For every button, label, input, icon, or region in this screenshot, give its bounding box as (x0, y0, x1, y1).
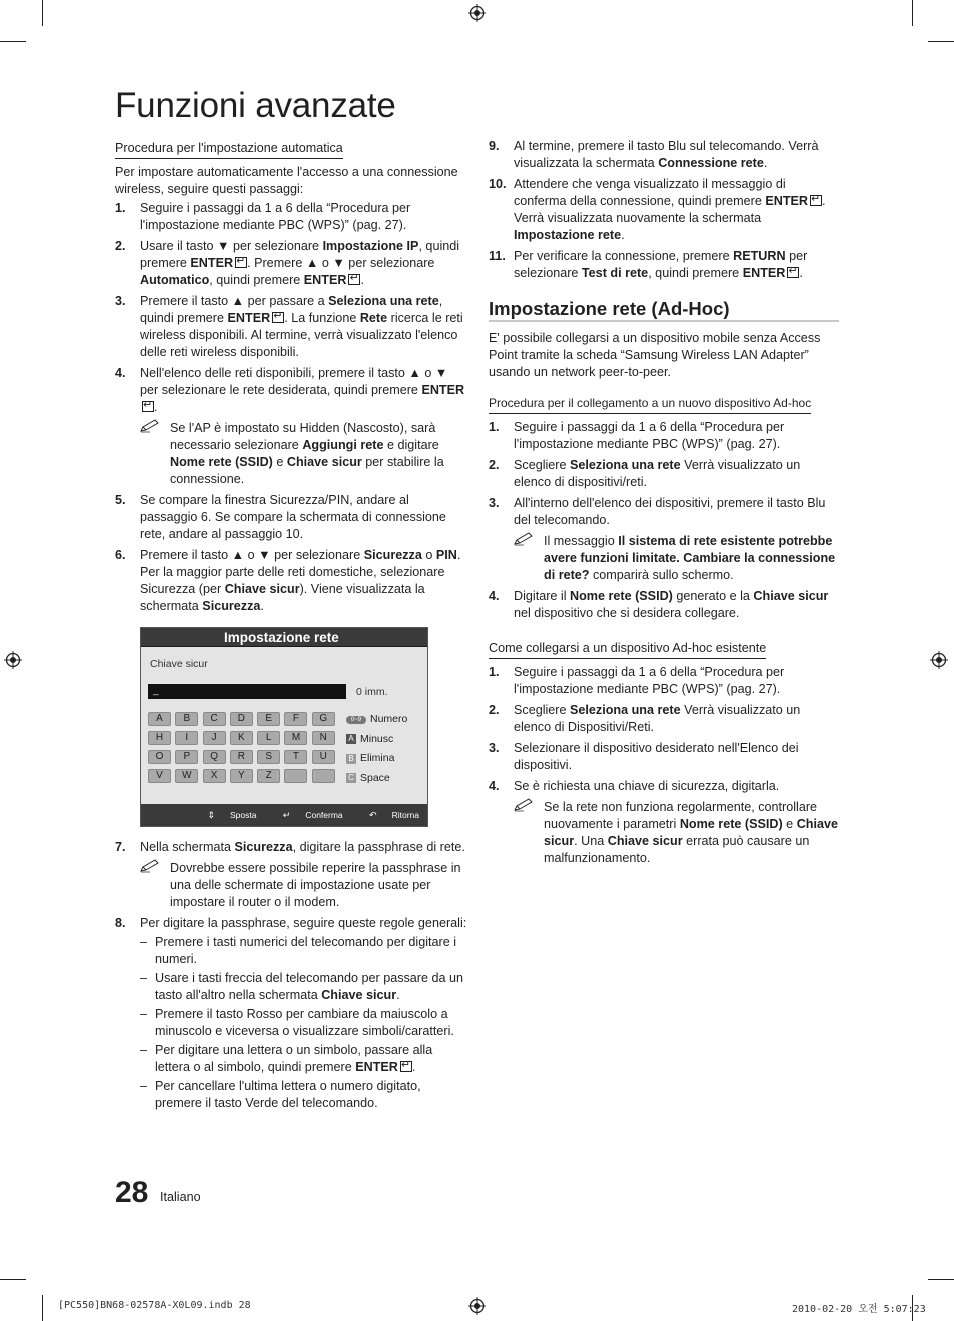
keyboard-key[interactable]: D (230, 712, 253, 726)
keyboard-options (346, 710, 407, 788)
list-item (489, 176, 839, 244)
list-item (489, 419, 839, 453)
step-text: Se compare la finestra Sicurezza/PIN, andare al passaggio 6. Se compare la schermata di connessione rete, andare al passaggio 10. (140, 493, 446, 541)
step-text: Seguire i passaggi da 1 a 6 della “Procedura per l'impostazione mediante PBC (WPS)” (pag. 27). (514, 420, 785, 451)
step-number: 3. (489, 741, 500, 755)
enter-icon (348, 274, 360, 285)
keyboard-option[interactable] (346, 730, 407, 750)
list-item (489, 588, 839, 622)
crop-mark (42, 1295, 43, 1321)
step-text: Per verificare la connessione, premere RETURN per selezionare Test di rete, quindi premere ENTER↵ . (514, 248, 839, 282)
keyboard-key[interactable]: V (148, 769, 171, 783)
move-hint: ⇕ Sposta (195, 810, 256, 820)
crop-mark (0, 1279, 26, 1280)
step-number: 10. (489, 177, 507, 191)
sub-heading-automatic-setup: Procedura per l'impostazione automatica (115, 140, 343, 159)
step-number: 11. (489, 249, 506, 263)
left-column (115, 138, 467, 1116)
color-button-icon: B (346, 754, 356, 764)
crop-mark (42, 0, 43, 26)
color-button-icon: A (346, 734, 356, 744)
section-heading-adhoc: Impostazione rete (Ad-Hoc) (489, 300, 839, 322)
dash-item: – Premere il tasto Rosso per cambiare da maiuscolo a minuscolo e viceversa o visualizzare simboli/caratteri. (140, 1006, 467, 1040)
list-item (489, 740, 839, 774)
step-text: Scegliere Seleziona una rete Verrà visualizzato un elenco di dispositivi/reti. (514, 458, 801, 489)
list-item (489, 495, 839, 584)
keyboard-key[interactable]: W (175, 769, 198, 783)
keyboard-option[interactable] (346, 749, 407, 769)
section-intro: E' possibile collegarsi a un dispositivo mobile senza Access Point tramite la scheda “Samsung Wireless LAN Adapter” usando un network peer-to-peer. (489, 331, 821, 379)
step-number: 1. (489, 665, 500, 679)
network-setup-screen (140, 627, 428, 827)
note (514, 799, 839, 867)
list-item (489, 702, 839, 736)
step-number: 7. (115, 840, 126, 854)
step-text: Premere il tasto ▲ per passare a Seleziona una rete, quindi premere ENTER↵ . La funzione Rete ricerca le reti wireless disponibili. Al termine, verrà visualizzato l'elenco delle reti wireless disponibili. (140, 293, 467, 361)
crop-mark (928, 1279, 954, 1280)
keyboard-key[interactable]: P (175, 750, 198, 764)
keyboard-key[interactable]: G (312, 712, 335, 726)
dash-item: – Premere i tasti numerici del telecomando per digitare i numeri. (140, 934, 467, 968)
note (514, 533, 839, 584)
list-item (489, 778, 839, 867)
input-counter: 0 imm. (356, 686, 388, 698)
registration-mark-icon (468, 4, 486, 22)
print-slug-file: [PC550]BN68-02578A-X0L09.indb 28 (58, 1300, 251, 1311)
step-text: Per digitare la passphrase, seguire queste regole generali: (140, 916, 467, 930)
keyboard-key[interactable]: X (203, 769, 226, 783)
confirm-hint: ↵ Conferma (271, 810, 343, 820)
keyboard-key[interactable]: R (230, 750, 253, 764)
list-item (115, 365, 467, 488)
step-text: Digitare il Nome rete (SSID) generato e la Chiave sicur nel dispositivo che si desidera collegare. (514, 589, 829, 620)
keyboard-key[interactable]: Z (257, 769, 280, 783)
crop-mark (0, 41, 26, 42)
option-label: Minusc (360, 732, 394, 745)
note-text: Se la rete non funziona regolarmente, controllare nuovamente i parametri Nome rete (SSID) e Chiave sicur. Una Chiave sicur errata può causare un malfunzionamento. (544, 800, 839, 865)
crop-mark (928, 41, 954, 42)
enter-icon (142, 401, 154, 412)
step-number: 8. (115, 916, 126, 930)
dash-item: – Per cancellare l'ultima lettera o numero digitato, premere il tasto Verde del telecomando. (140, 1078, 467, 1112)
step-number: 3. (115, 294, 126, 308)
note-pencil-icon (514, 532, 534, 546)
registration-mark-icon (468, 1297, 486, 1315)
step-list (115, 839, 467, 1112)
keyboard-key[interactable]: O (148, 750, 171, 764)
list-item (115, 839, 467, 911)
list-item (489, 457, 839, 491)
step-text: Premere il tasto ▲ o ▼ per selezionare Sicurezza o PIN. Per la maggior parte delle reti domestiche, selezionare Sicurezza (per Chiave sicur). Viene visualizzata la schermata Sicurezza. (140, 548, 461, 613)
crop-mark (912, 0, 913, 26)
step-number: 4. (115, 366, 126, 380)
list-item (115, 200, 467, 234)
step-number: 1. (115, 201, 126, 215)
note-pencil-icon (140, 419, 160, 433)
enter-icon (810, 195, 822, 206)
keyboard-key[interactable]: Q (203, 750, 226, 764)
right-column (489, 138, 839, 871)
page-number: 28 (115, 1176, 149, 1209)
step-text: Seguire i passaggi da 1 a 6 della “Procedura per l'impostazione mediante PBC (WPS)” (pag. 27). (514, 665, 785, 696)
step-list (115, 200, 467, 615)
step-number: 2. (489, 458, 500, 472)
list-item (115, 915, 467, 1112)
screen-title: Impostazione rete (141, 628, 427, 647)
dash-item: – Usare i tasti freccia del telecomando per passare da un tasto all'altro nella schermata Chiave sicur. (140, 970, 467, 1004)
step-number: 2. (115, 239, 126, 253)
step-text: Selezionare il dispositivo desiderato nell'Elenco dei dispositivi. (514, 741, 799, 772)
option-label: Space (360, 771, 390, 784)
list-item (489, 664, 839, 698)
sub-heading-new-adhoc: Procedura per il collegamento a un nuovo dispositivo Ad-hoc (489, 395, 811, 414)
step-number: 6. (115, 548, 126, 562)
print-slug-date: 2010-02-20 오전 5:07:23 (792, 1304, 926, 1315)
keyboard-key[interactable]: T (284, 750, 307, 764)
keyboard-key[interactable]: B (175, 712, 198, 726)
note (140, 420, 467, 488)
color-button-icon: 0~9 (346, 716, 366, 724)
step-text: Se è richiesta una chiave di sicurezza, digitarla. (514, 779, 780, 793)
step-list (489, 664, 839, 867)
step-list (489, 419, 839, 622)
list-item (489, 138, 839, 172)
step-text: Seguire i passaggi da 1 a 6 della “Procedura per l'impostazione mediante PBC (WPS)” (pag. 27). (140, 201, 411, 232)
page-language: Italiano (160, 1190, 201, 1204)
keyboard-option[interactable] (346, 769, 407, 789)
step-text: Nell'elenco delle reti disponibili, premere il tasto ▲ o ▼ per selezionare le rete desiderata, quindi premere ENTER↵. (140, 365, 467, 416)
note-pencil-icon (514, 798, 534, 812)
option-label: Elimina (360, 752, 395, 765)
list-item (489, 248, 839, 282)
keyboard-key[interactable]: K (230, 731, 253, 745)
keyboard-key[interactable]: N (312, 731, 335, 745)
keyboard-key[interactable]: J (203, 731, 226, 745)
step-text: Nella schermata Sicurezza, digitare la passphrase di rete. (140, 840, 465, 854)
keyboard-key[interactable]: L (257, 731, 280, 745)
keyboard-key[interactable]: Y (230, 769, 253, 783)
keyboard-key[interactable] (312, 769, 335, 783)
list-item (115, 492, 467, 543)
enter-icon (272, 312, 284, 323)
keyboard-key[interactable]: I (175, 731, 198, 745)
enter-icon (400, 1061, 412, 1072)
color-button-icon: C (346, 773, 356, 783)
security-key-label: Chiave sicur (150, 658, 208, 670)
keyboard-key[interactable] (284, 769, 307, 783)
keyboard-key[interactable]: C (203, 712, 226, 726)
keyboard-option[interactable] (346, 710, 407, 730)
step-text: Usare il tasto ▼ per selezionare Impostazione IP, quindi premere ENTER↵ . Premere ▲ o ▼ per selezionare Automatico, quindi premere ENTER↵ . (140, 238, 467, 289)
keyboard-key[interactable]: S (257, 750, 280, 764)
step-number: 2. (489, 703, 500, 717)
keyboard-key[interactable]: A (148, 712, 171, 726)
list-item (115, 238, 467, 289)
return-icon: ↶ (369, 810, 377, 820)
note-text: Dovrebbe essere possibile reperire la passphrase in una delle schermate di impostazione usate per impostare il router o il modem. (170, 861, 461, 909)
step-text: Attendere che venga visualizzato il messaggio di conferma della connessione, quindi premere ENTER↵ . Verrà visualizzata nuovamente la schermata Impostazione rete. (514, 176, 839, 244)
keyboard-key[interactable]: H (148, 731, 171, 745)
intro-text: Per impostare automaticamente l'accesso a una connessione wireless, seguire questi passaggi: (115, 165, 458, 196)
step-number: 1. (489, 420, 500, 434)
list-item (115, 293, 467, 361)
sub-heading-existing-adhoc: Come collegarsi a un dispositivo Ad-hoc esistente (489, 640, 766, 659)
keyboard-key[interactable]: E (257, 712, 280, 726)
keyboard-key[interactable]: M (284, 731, 307, 745)
note (140, 860, 467, 911)
step-number: 3. (489, 496, 500, 510)
note-text: Il messaggio Il sistema di rete esistente potrebbe avere funzioni limitate. Cambiare la connessione di rete? comparirà sullo schermo. (544, 534, 836, 582)
enter-icon (235, 257, 247, 268)
on-screen-keyboard (148, 712, 343, 783)
note-text: Se l'AP è impostato su Hidden (Nascosto), sarà necessario selezionare Aggiungi rete e digitare Nome rete (SSID) e Chiave sicur per stabilire la connessione. (170, 421, 444, 486)
step-text: Scegliere Seleziona una rete Verrà visualizzato un elenco di Dispositivi/Reti. (514, 703, 801, 734)
enter-icon (787, 267, 799, 278)
screen-footer (141, 804, 427, 826)
step-number: 4. (489, 589, 500, 603)
keyboard-key[interactable]: F (284, 712, 307, 726)
registration-mark-icon (4, 651, 22, 669)
list-item (115, 547, 467, 615)
dash-item: – Per digitare una lettera o un simbolo, passare alla lettera o al simbolo, quindi premere ENTER↵ . (140, 1042, 467, 1076)
step-number: 5. (115, 493, 126, 507)
option-label: Numero (370, 713, 408, 726)
step-number: 4. (489, 779, 500, 793)
step-number: 9. (489, 139, 500, 153)
registration-mark-icon (930, 651, 948, 669)
security-key-input[interactable]: _ (148, 684, 346, 699)
note-pencil-icon (140, 859, 160, 873)
return-hint: ↶ Ritorna (357, 810, 419, 820)
step-text: Al termine, premere il tasto Blu sul telecomando. Verrà visualizzata la schermata Connessione rete. (514, 139, 819, 170)
step-list (489, 138, 839, 282)
enter-icon: ↵ (282, 810, 291, 820)
step-text: All'interno dell'elenco dei dispositivi, premere il tasto Blu del telecomando. (514, 496, 826, 527)
move-icon: ⇕ (207, 810, 215, 820)
page-title: Funzioni avanzate (115, 86, 396, 125)
keyboard-key[interactable]: U (312, 750, 335, 764)
